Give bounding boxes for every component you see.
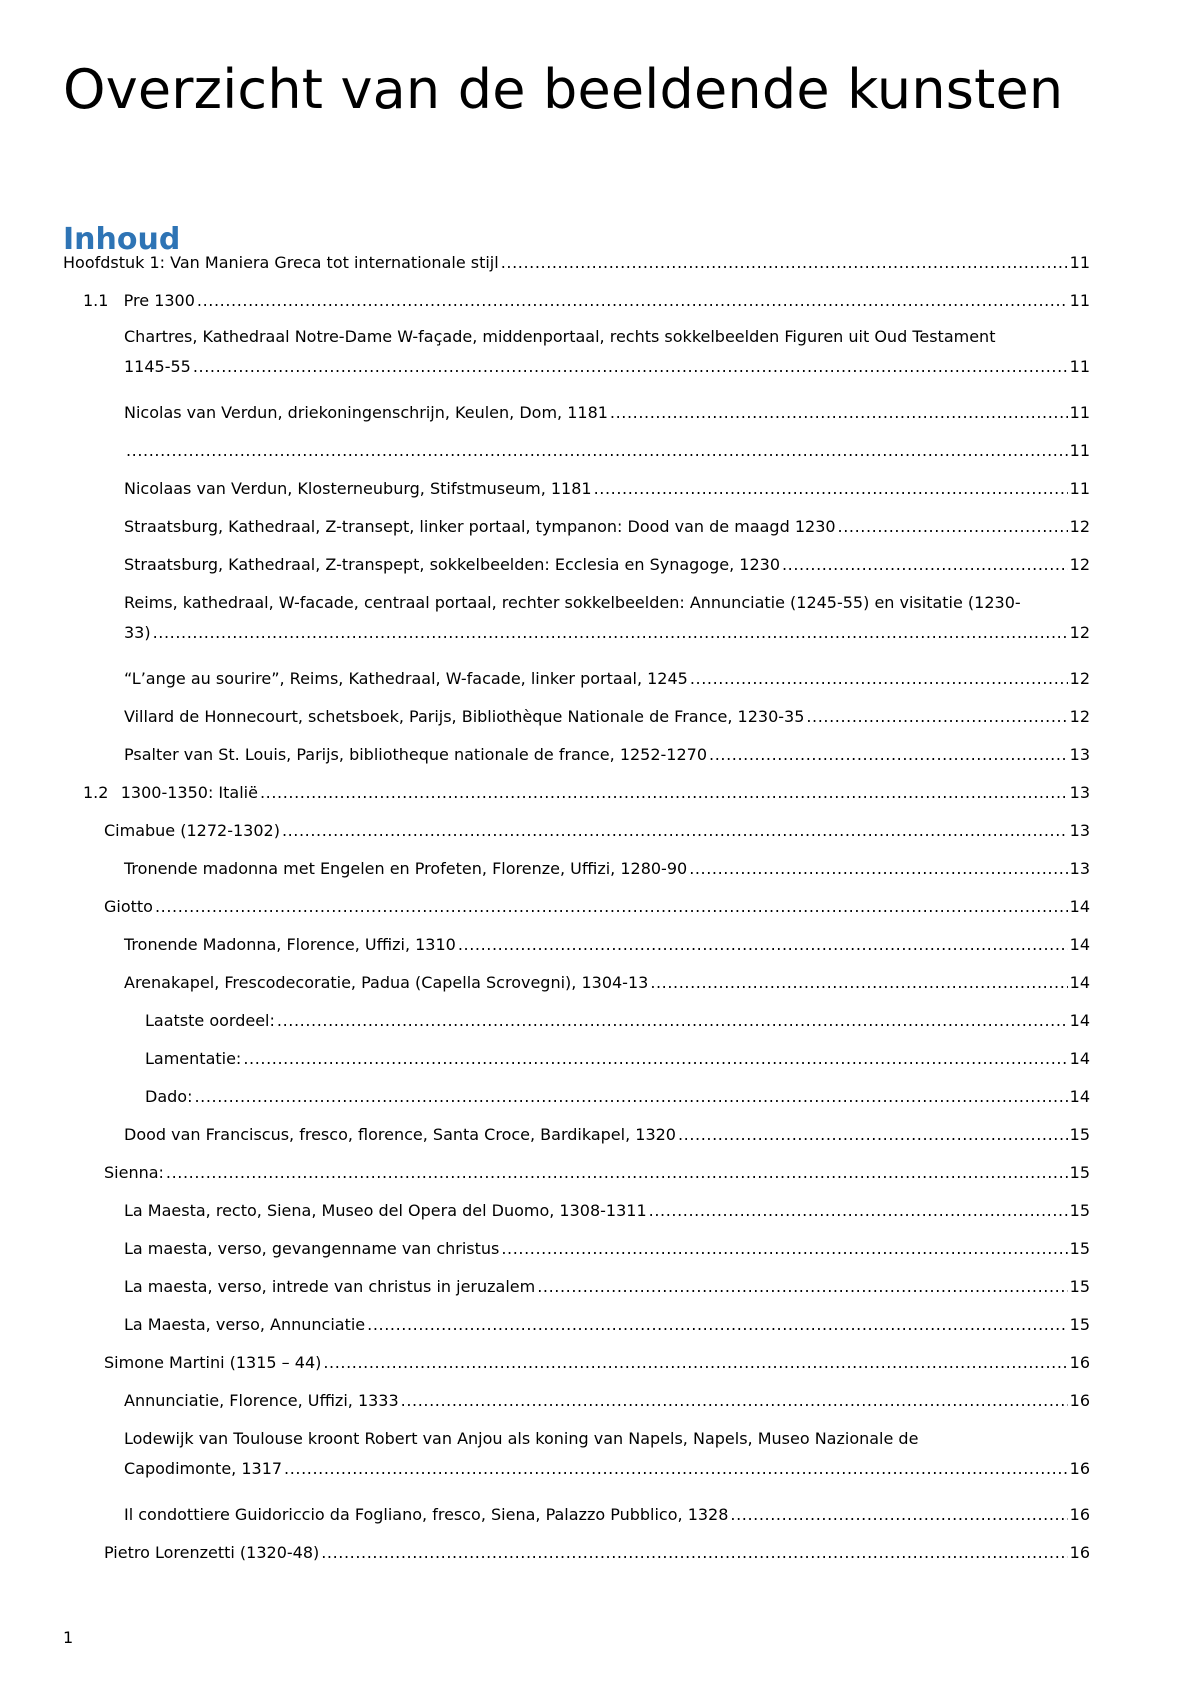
dot-leader bbox=[806, 702, 1067, 732]
toc-entry-label: La Maesta, verso, Annunciatie bbox=[124, 1315, 366, 1334]
toc-page-number: 15 bbox=[1069, 1315, 1090, 1334]
toc-entry-line bbox=[124, 1196, 1090, 1226]
toc-page-number: 12 bbox=[1069, 707, 1090, 726]
toc-page-number: 16 bbox=[1069, 1391, 1090, 1410]
toc-entry[interactable] bbox=[124, 1424, 1090, 1484]
toc-entry-line bbox=[124, 740, 1090, 770]
dot-leader bbox=[458, 930, 1068, 960]
toc-entry-first-line bbox=[124, 1424, 1090, 1454]
toc-entry-line bbox=[104, 1158, 1090, 1188]
toc-entry[interactable] bbox=[145, 1082, 1090, 1112]
toc-entry-label-continued: Capodimonte, 1317 bbox=[124, 1459, 283, 1478]
toc-entry-label: Giotto bbox=[104, 897, 153, 916]
toc-entry-label: Nicolas van Verdun, driekoningenschrijn, Keulen, Dom, 1181 bbox=[124, 403, 608, 422]
toc-entry-label: Straatsburg, Kathedraal, Z-transept, linker portaal, tympanon: Dood van de maagd 1230 bbox=[124, 517, 836, 536]
dot-leader bbox=[501, 248, 1068, 278]
toc-entry[interactable] bbox=[124, 436, 1090, 466]
toc-page-number: 13 bbox=[1069, 859, 1090, 878]
toc-entry-line bbox=[124, 930, 1090, 960]
dot-leader bbox=[678, 1120, 1068, 1150]
toc-page-number: 15 bbox=[1069, 1163, 1090, 1182]
toc-page-number: 16 bbox=[1069, 1543, 1090, 1562]
toc-entry-label: Dado: bbox=[145, 1087, 193, 1106]
toc-page-number: 12 bbox=[1069, 669, 1090, 688]
toc-entry[interactable] bbox=[124, 398, 1090, 428]
dot-leader bbox=[155, 892, 1068, 922]
toc-page-number: 15 bbox=[1069, 1277, 1090, 1296]
toc-page-number: 12 bbox=[1069, 623, 1090, 642]
toc-entry-line bbox=[124, 1454, 1090, 1484]
toc-page-number: 11 bbox=[1069, 479, 1090, 498]
toc-entry-label: Hoofdstuk 1: Van Maniera Greca tot internationale stijl bbox=[63, 253, 499, 272]
toc-page-number: 11 bbox=[1069, 357, 1090, 376]
toc-page-number: 12 bbox=[1069, 555, 1090, 574]
toc-entry-label-continued: 1145-55 bbox=[124, 357, 191, 376]
toc-entry[interactable] bbox=[124, 512, 1090, 542]
toc-entry-label: La Maesta, recto, Siena, Museo del Opera del Duomo, 1308-1311 bbox=[124, 1201, 647, 1220]
toc-entry-line bbox=[124, 702, 1090, 732]
toc-entry-label-continued: 33) bbox=[124, 623, 151, 642]
toc-entry-label: Chartres, Kathedraal Notre-Dame W-façade, middenportaal, rechts sokkelbeelden Figuren uit Oud Testament bbox=[124, 327, 996, 346]
toc-entry[interactable] bbox=[124, 1386, 1090, 1416]
toc-entry[interactable] bbox=[124, 740, 1090, 770]
dot-leader bbox=[282, 816, 1068, 846]
dot-leader bbox=[194, 1082, 1067, 1112]
toc-page-number: 13 bbox=[1069, 783, 1090, 802]
toc-entry[interactable] bbox=[145, 1006, 1090, 1036]
toc-entry-line bbox=[104, 816, 1090, 846]
toc-page-number: 11 bbox=[1069, 291, 1090, 310]
toc-entry-label: La maesta, verso, gevangenname van christus bbox=[124, 1239, 500, 1258]
toc-page-number: 13 bbox=[1069, 745, 1090, 764]
dot-leader bbox=[277, 1006, 1068, 1036]
toc-entry-label: Laatste oordeel: bbox=[145, 1011, 275, 1030]
toc-entry-line bbox=[124, 1310, 1090, 1340]
toc-entry-label: Lamentatie: bbox=[145, 1049, 242, 1068]
toc-entry-label: Pietro Lorenzetti (1320-48) bbox=[104, 1543, 320, 1562]
toc-entry-label: Cimabue (1272-1302) bbox=[104, 821, 280, 840]
toc-entry-line bbox=[104, 1538, 1090, 1568]
toc-entry-label: 1300-1350: Italië bbox=[120, 783, 258, 802]
toc-entry[interactable] bbox=[124, 474, 1090, 504]
toc-entry-label: Arenakapel, Frescodecoratie, Padua (Capella Scrovegni), 1304-13 bbox=[124, 973, 649, 992]
toc-page-number: 16 bbox=[1069, 1459, 1090, 1478]
toc-page-number: 14 bbox=[1069, 1087, 1090, 1106]
toc-entry[interactable] bbox=[104, 892, 1090, 922]
toc-page-number: 11 bbox=[1069, 253, 1090, 272]
toc-entry[interactable] bbox=[124, 588, 1090, 648]
dot-leader bbox=[260, 778, 1068, 808]
toc-entry-first-line bbox=[124, 322, 1090, 352]
toc-page-number: 16 bbox=[1069, 1505, 1090, 1524]
dot-leader bbox=[193, 352, 1068, 382]
toc-entry-line bbox=[124, 352, 1090, 382]
toc-entry[interactable] bbox=[124, 1500, 1090, 1530]
toc-entry-line bbox=[124, 1234, 1090, 1264]
toc-entry-label: “L’ange au sourire”, Reims, Kathedraal, W-facade, linker portaal, 1245 bbox=[124, 669, 688, 688]
toc-page-number: 11 bbox=[1069, 441, 1090, 460]
dot-leader bbox=[689, 854, 1067, 884]
toc-entry-line bbox=[124, 1386, 1090, 1416]
toc-entry-label: Dood van Franciscus, fresco, florence, Santa Croce, Bardikapel, 1320 bbox=[124, 1125, 676, 1144]
toc-page-number: 11 bbox=[1069, 403, 1090, 422]
toc-entry[interactable] bbox=[124, 322, 1090, 382]
toc-entry-first-line bbox=[124, 588, 1090, 618]
document-title: Overzicht van de beeldende kunsten bbox=[63, 58, 1064, 121]
toc-entry[interactable] bbox=[145, 1044, 1090, 1074]
toc-entry[interactable] bbox=[124, 664, 1090, 694]
dot-leader bbox=[610, 398, 1068, 428]
toc-entry[interactable] bbox=[104, 816, 1090, 846]
dot-leader bbox=[730, 1500, 1067, 1530]
toc-entry-line bbox=[124, 474, 1090, 504]
toc-entry-line bbox=[124, 854, 1090, 884]
toc-page-number: 12 bbox=[1069, 517, 1090, 536]
toc-entry-label: Tronende madonna met Engelen en Profeten, Florenze, Uffizi, 1280-90 bbox=[124, 859, 688, 878]
dot-leader bbox=[166, 1158, 1068, 1188]
toc-entry-line bbox=[124, 968, 1090, 998]
toc-page-number: 14 bbox=[1069, 897, 1090, 916]
toc-entry-line bbox=[124, 1272, 1090, 1302]
toc-entry[interactable] bbox=[124, 1310, 1090, 1340]
toc-entry-label: Tronende Madonna, Florence, Uffizi, 1310 bbox=[124, 935, 456, 954]
toc-page-number: 15 bbox=[1069, 1239, 1090, 1258]
toc-entry[interactable] bbox=[124, 550, 1090, 580]
toc-entry[interactable] bbox=[124, 930, 1090, 960]
toc-entry-label: Nicolaas van Verdun, Klosterneuburg, Stifstmuseum, 1181 bbox=[124, 479, 592, 498]
toc-entry-line bbox=[63, 248, 1090, 278]
toc-entry[interactable] bbox=[124, 968, 1090, 998]
page-number: 1 bbox=[63, 1628, 74, 1647]
toc-entry[interactable] bbox=[124, 1196, 1090, 1226]
dot-leader bbox=[838, 512, 1068, 542]
toc-entry[interactable] bbox=[104, 1538, 1090, 1568]
toc-entry-label: Psalter van St. Louis, Parijs, bibliotheque nationale de france, 1252-1270 bbox=[124, 745, 708, 764]
dot-leader bbox=[153, 618, 1068, 648]
toc-entry-line bbox=[124, 664, 1090, 694]
toc-entry[interactable] bbox=[104, 1158, 1090, 1188]
dot-leader bbox=[650, 968, 1067, 998]
dot-leader bbox=[537, 1272, 1067, 1302]
toc-entry-label: Lodewijk van Toulouse kroont Robert van Anjou als koning van Napels, Napels, Museo Nazionale de bbox=[124, 1429, 919, 1448]
toc-entry[interactable] bbox=[124, 1120, 1090, 1150]
toc-entry-line bbox=[145, 1006, 1090, 1036]
toc-entry-line bbox=[124, 550, 1090, 580]
toc-entry-line bbox=[124, 1120, 1090, 1150]
toc-entry-line bbox=[124, 512, 1090, 542]
dot-leader bbox=[321, 1538, 1067, 1568]
toc-entry[interactable] bbox=[63, 248, 1090, 278]
dot-leader bbox=[197, 286, 1068, 316]
dot-leader bbox=[782, 550, 1068, 580]
toc-page-number: 16 bbox=[1069, 1353, 1090, 1372]
dot-leader bbox=[501, 1234, 1067, 1264]
toc-section-number: 1.2 bbox=[83, 783, 109, 802]
dot-leader bbox=[649, 1196, 1068, 1226]
toc-entry[interactable] bbox=[124, 854, 1090, 884]
toc-entry-label: Straatsburg, Kathedraal, Z-transpept, sokkelbeelden: Ecclesia en Synagoge, 1230 bbox=[124, 555, 780, 574]
toc-entry-line bbox=[83, 778, 1090, 808]
toc-entry-label: Simone Martini (1315 – 44) bbox=[104, 1353, 322, 1372]
dot-leader bbox=[323, 1348, 1067, 1378]
toc-entry-line bbox=[124, 398, 1090, 428]
toc-entry-label: Sienna: bbox=[104, 1163, 164, 1182]
toc-entry[interactable] bbox=[83, 778, 1090, 808]
dot-leader bbox=[594, 474, 1068, 504]
toc-entry-line bbox=[124, 618, 1090, 648]
toc-page-number: 14 bbox=[1069, 973, 1090, 992]
toc-entry-line bbox=[83, 286, 1090, 316]
toc-page-number: 13 bbox=[1069, 821, 1090, 840]
dot-leader bbox=[709, 740, 1068, 770]
toc-entry-line bbox=[104, 1348, 1090, 1378]
dot-leader bbox=[690, 664, 1068, 694]
dot-leader bbox=[243, 1044, 1067, 1074]
toc-entry-line bbox=[124, 436, 1090, 466]
toc-entry-label: La maesta, verso, intrede van christus in jeruzalem bbox=[124, 1277, 536, 1296]
toc-page-number: 14 bbox=[1069, 1011, 1090, 1030]
toc-entry-line bbox=[145, 1082, 1090, 1112]
toc-entry-label: Annunciatie, Florence, Uffizi, 1333 bbox=[124, 1391, 399, 1410]
toc-entry-label: Pre 1300 bbox=[123, 291, 195, 310]
toc-page-number: 15 bbox=[1069, 1125, 1090, 1144]
toc-entry-line bbox=[104, 892, 1090, 922]
toc-entry[interactable] bbox=[83, 286, 1090, 316]
toc-page-number: 14 bbox=[1069, 935, 1090, 954]
toc-entry[interactable] bbox=[124, 1272, 1090, 1302]
dot-leader bbox=[367, 1310, 1067, 1340]
dot-leader bbox=[401, 1386, 1068, 1416]
toc-section-number: 1.1 bbox=[83, 291, 109, 310]
dot-leader bbox=[126, 436, 1068, 466]
toc-entry[interactable] bbox=[124, 702, 1090, 732]
dot-leader bbox=[284, 1454, 1068, 1484]
toc-entry-line bbox=[124, 1500, 1090, 1530]
toc-page-number: 15 bbox=[1069, 1201, 1090, 1220]
toc-heading: Inhoud bbox=[63, 222, 181, 257]
toc-entry[interactable] bbox=[104, 1348, 1090, 1378]
toc-entry-label: Il condottiere Guidoriccio da Fogliano, fresco, Siena, Palazzo Pubblico, 1328 bbox=[124, 1505, 729, 1524]
toc-entry-line bbox=[145, 1044, 1090, 1074]
toc-entry-label: Villard de Honnecourt, schetsboek, Parijs, Bibliothèque Nationale de France, 1230-35 bbox=[124, 707, 805, 726]
toc-entry[interactable] bbox=[124, 1234, 1090, 1264]
toc-page-number: 14 bbox=[1069, 1049, 1090, 1068]
toc-entry-label: Reims, kathedraal, W-facade, centraal portaal, rechter sokkelbeelden: Annunciatie (1245-55) en visitatie (1230- bbox=[124, 593, 1021, 612]
